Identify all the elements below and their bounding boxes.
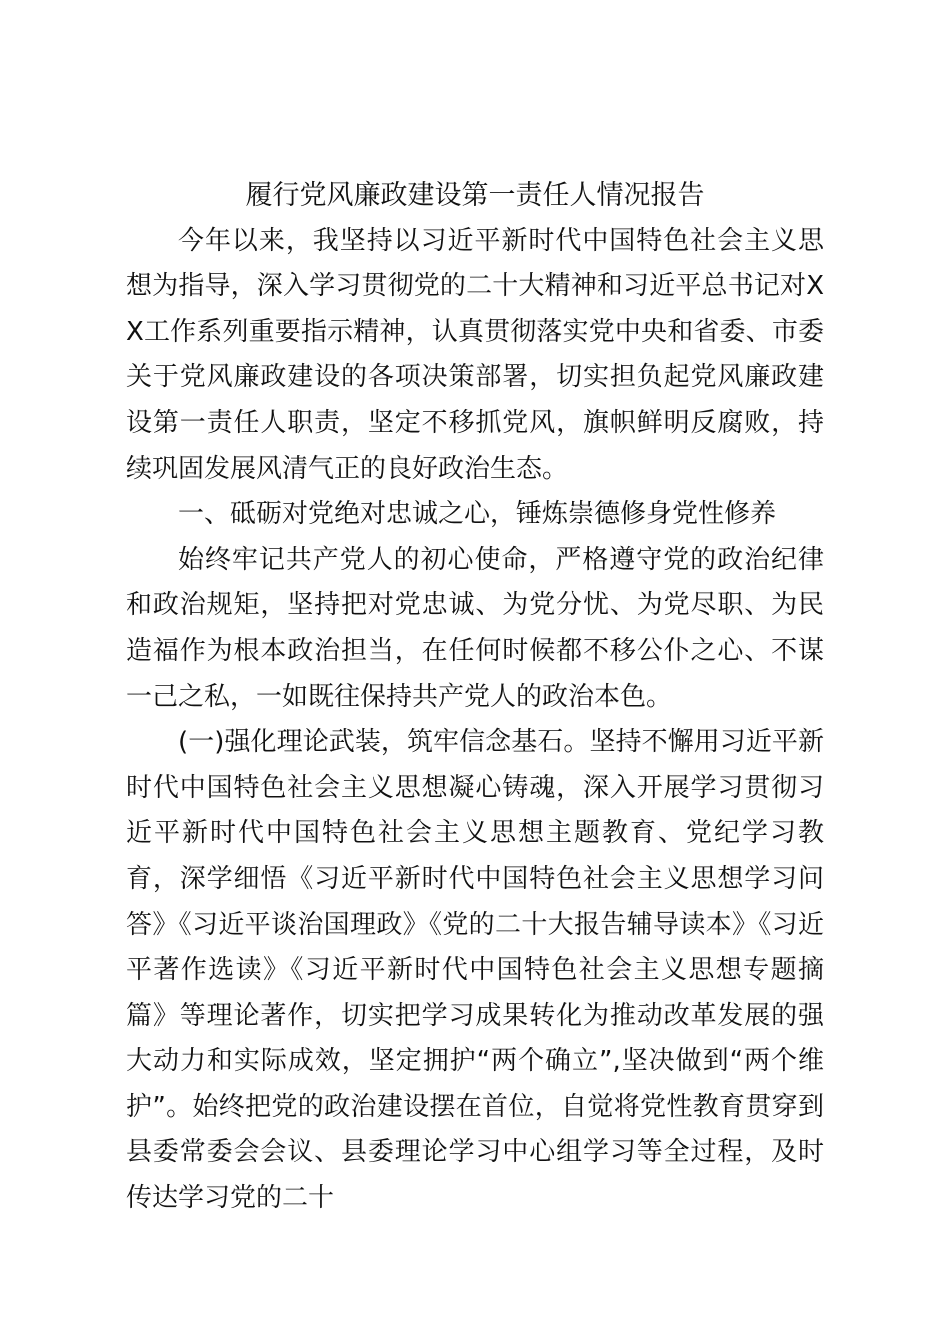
document-title: 履行党风廉政建设第一责任人情况报告	[245, 180, 705, 211]
section-1-paragraph: 始终牢记共产党人的初心使命，严格遵守党的政治纪律和政治规矩，坚持把对党忠诚、为党分忧、为党尽职、为民造福作为根本政治担当，在任何时候都不移公仆之心、不谋一己之私，一如既往保持共产党人的政治本色。	[126, 544, 824, 712]
document-body	[126, 173, 824, 1222]
subsection-1-paragraph: (一)强化理论武装，筑牢信念基石。坚持不懈用习近平新时代中国特色社会主义思想凝心铸魂，深入开展学习贯彻习近平新时代中国特色社会主义思想主题教育、党纪学习教育，深学细悟《习近平新时代中国特色社会主义思想学习问答》《习近平谈治国理政》《党的二十大报告辅导读本》《习近平著作选读》《习近平新时代中国特色社会主义思想专题摘篇》等理论著作，切实把学习成果转化为推动改革发展的强大动力和实际成效，坚定拥护“两个确立”,坚决做到“两个维护”。始终把党的政治建设摆在首位，自觉将党性教育贯穿到县委常委会会议、县委理论学习中心组学习等全过程，及时传达学习党的二十	[126, 727, 824, 1214]
intro-paragraph: 今年以来，我坚持以习近平新时代中国特色社会主义思想为指导，深入学习贯彻党的二十大精神和习近平总书记对XX工作系列重要指示精神，认真贯彻落实党中央和省委、市委关于党风廉政建设的各项决策部署，切实担负起党风廉政建设第一责任人职责，坚定不移抓党风，旗帜鲜明反腐败，持续巩固发展风清气正的良好政治生态。	[126, 225, 824, 484]
section-heading-1: 一、砥砺对党绝对忠诚之心，锤炼崇德修身党性修养	[178, 499, 777, 530]
